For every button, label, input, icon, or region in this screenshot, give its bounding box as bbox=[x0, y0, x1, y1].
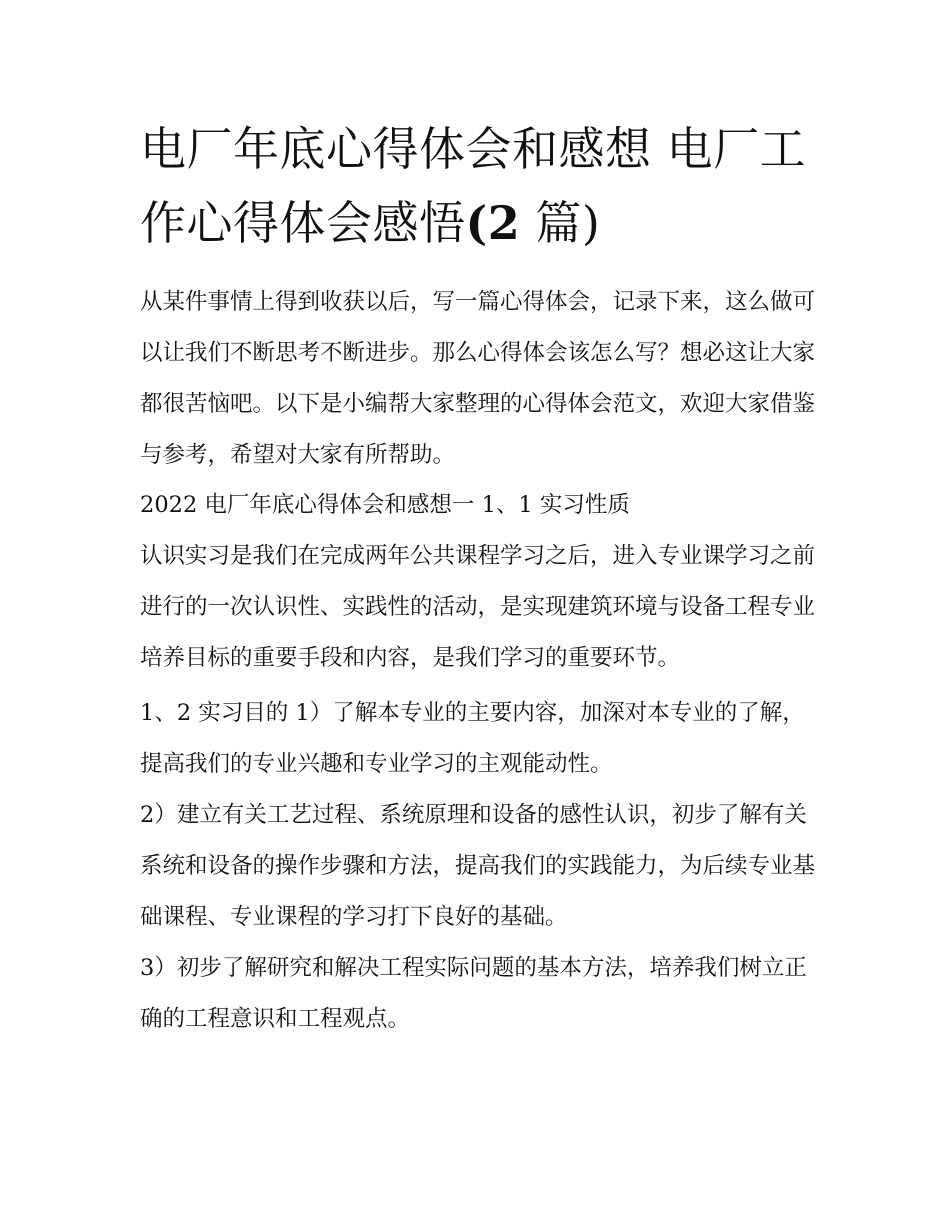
intro-paragraph: 从某件事情上得到收获以后，写一篇心得体会，记录下来，这么做可以让我们不断思考不断进步。那么心得体会该怎么写？想必这让大家都很苦恼吧。以下是小编帮大家整理的心得体会范文，欢迎大家借鉴与参考，希望对大家有所帮助。 bbox=[140, 289, 816, 468]
document-body bbox=[140, 277, 820, 1045]
internship-nature-paragraph: 认识实习是我们在完成两年公共课程学习之后，进入专业课学习之前进行的一次认识性、实践性的活动，是实现建筑环境与设备工程专业培养目标的重要手段和内容，是我们学习的重要环节。 bbox=[140, 543, 816, 671]
document-title bbox=[140, 112, 820, 260]
purpose-item-2-paragraph: 2）建立有关工艺过程、系统原理和设备的感性认识，初步了解有关系统和设备的操作步骤和方法，提高我们的实践能力，为后续专业基础课程、专业课程的学习打下良好的基础。 bbox=[140, 802, 816, 930]
internship-purpose-paragraph: 1、2 实习目的 1）了解本专业的主要内容，加深对本专业的了解，提高我们的专业兴趣和专业学习的主观能动性。 bbox=[140, 700, 805, 777]
document-title-main: 电厂年底心得体会和感想 电厂工作心得体会感悟 bbox=[140, 122, 807, 250]
document-title-suffix: 篇) bbox=[520, 196, 601, 250]
document-title-count: (2 bbox=[465, 196, 521, 250]
section-heading: 2022 电厂年底心得体会和感想一 1、1 实习性质 bbox=[140, 492, 630, 518]
purpose-item-3-paragraph: 3）初步了解研究和解决工程实际问题的基本方法，培养我们树立正确的工程意识和工程观点。 bbox=[140, 955, 807, 1032]
